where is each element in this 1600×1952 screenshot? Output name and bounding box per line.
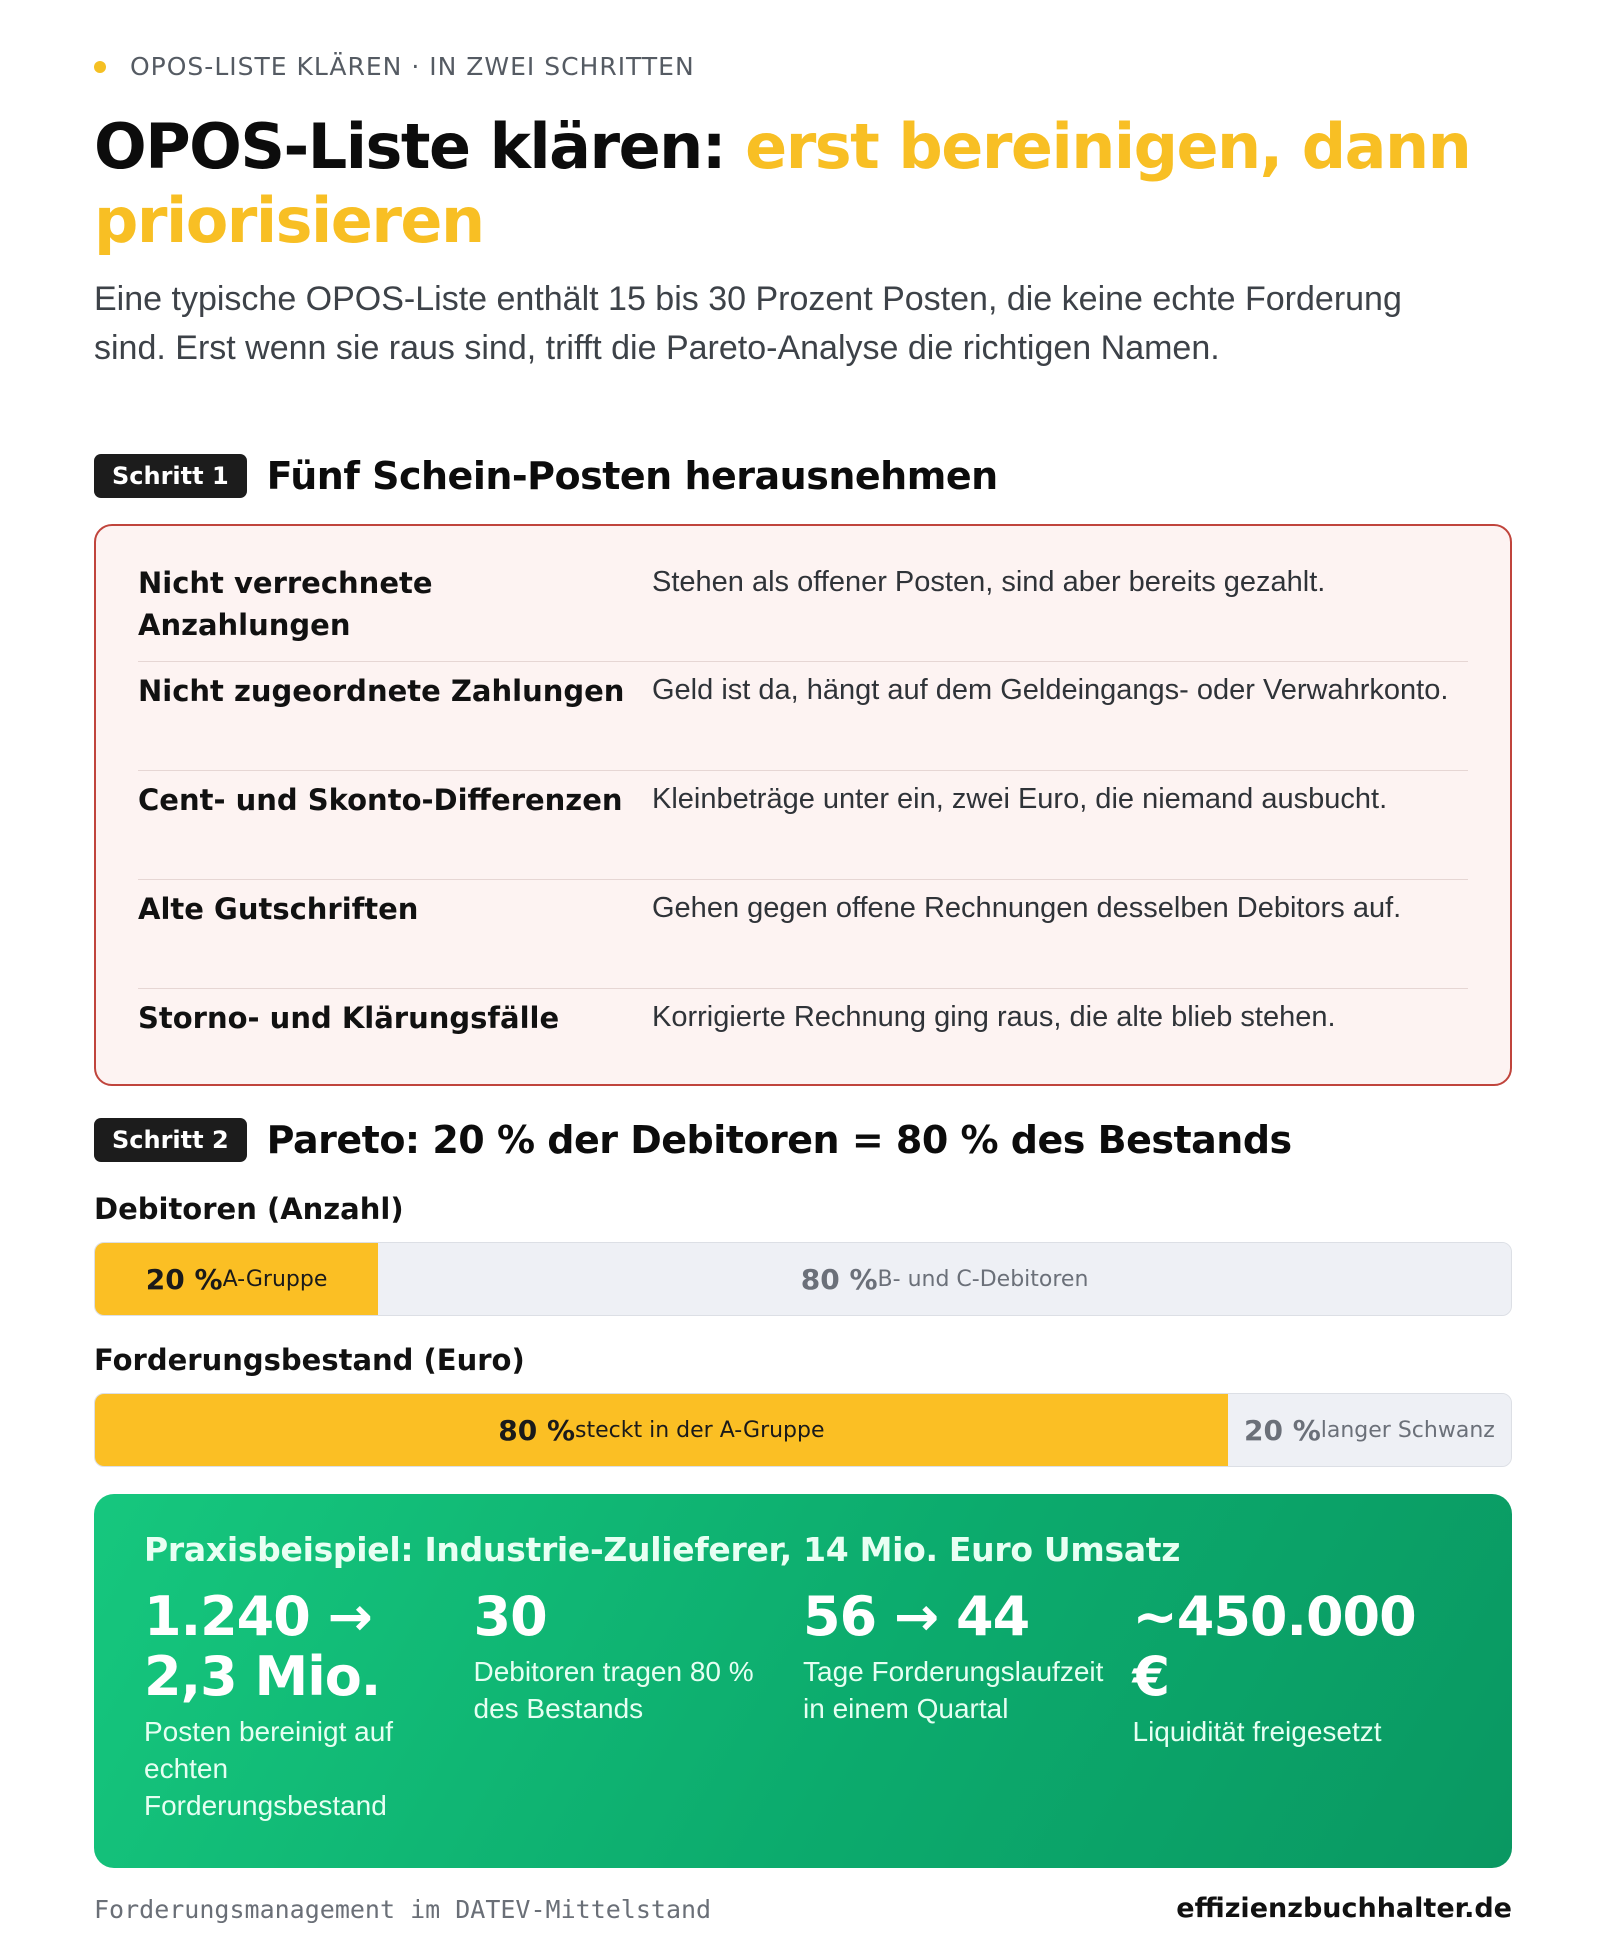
- list-item-desc: Korrigierte Rechnung ging raus, die alte blieb stehen.: [652, 1001, 1336, 1033]
- debitoren-bar: [94, 1242, 1512, 1316]
- segment-label: A-Gruppe: [222, 1266, 328, 1292]
- list-item-term: Alte Gutschriften: [138, 892, 419, 926]
- footer-tagline: Forderungsmanagement im DATEV-Mittelstand: [94, 1895, 712, 1924]
- stat-value: ~450.000 €: [1132, 1585, 1416, 1708]
- list-item-desc: Gehen gegen offene Rechnungen desselben Debitors auf.: [652, 892, 1402, 924]
- intro-text: Eine typische OPOS-Liste enthält 15 bis 30 Prozent Posten, die keine echte Forderung sind. Erst wenn sie raus sind, trifft die Pareto-Analyse die richtigen Namen.: [94, 280, 1402, 367]
- stat-value: 30: [473, 1585, 547, 1648]
- list-item: [138, 771, 1468, 880]
- bestand-bar-label: Forderungsbestand (Euro): [94, 1343, 525, 1377]
- segment-label: steckt in der A-Gruppe: [575, 1417, 825, 1443]
- segment-percent: 20 %: [1243, 1413, 1321, 1447]
- step2-badge: Schritt 2: [94, 1118, 247, 1162]
- example-stats: [144, 1587, 1462, 1824]
- list-item-term: Nicht zugeordnete Zahlungen: [138, 674, 625, 708]
- stat-item: [144, 1587, 474, 1824]
- stat-item: [803, 1587, 1133, 1824]
- list-item-desc: Kleinbeträge unter ein, zwei Euro, die niemand ausbucht.: [652, 783, 1388, 815]
- step1-title: Fünf Schein-Posten herausnehmen: [266, 454, 998, 498]
- eyebrow-text: OPOS-LISTE KLÄREN · IN ZWEI SCHRITTEN: [130, 52, 695, 81]
- page-title-accent: erst bereinigen, dann priorisieren: [94, 110, 1471, 257]
- page-title-main: OPOS-Liste klären:: [94, 110, 746, 183]
- debitoren-bc-segment: [378, 1243, 1511, 1315]
- scheinposten-list: [94, 524, 1512, 1086]
- bestand-tail-segment: [1228, 1394, 1511, 1466]
- list-item-desc: Stehen als offener Posten, sind aber bereits gezahlt.: [652, 566, 1326, 598]
- stat-item: [1133, 1587, 1463, 1824]
- stat-caption: Liquidität freigesetzt: [1132, 1716, 1382, 1747]
- stat-caption: Tage Forderungslaufzeit in einem Quartal: [803, 1656, 1104, 1724]
- segment-percent: 80 %: [800, 1262, 878, 1296]
- list-item: [138, 662, 1468, 771]
- list-item: [138, 880, 1468, 989]
- list-item: [138, 989, 1468, 1069]
- step2-title: Pareto: 20 % der Debitoren = 80 % des Bestands: [266, 1118, 1292, 1162]
- segment-label: B- und C-Debitoren: [877, 1266, 1089, 1292]
- example-title: Praxisbeispiel: Industrie-Zulieferer, 14 Mio. Euro Umsatz: [144, 1530, 1181, 1569]
- list-item-term: Nicht verrechnete Anzahlungen: [138, 566, 433, 642]
- list-item: [138, 554, 1468, 662]
- list-item-desc: Geld ist da, hängt auf dem Geldeingangs- oder Verwahrkonto.: [652, 674, 1449, 706]
- bestand-a-segment: [95, 1394, 1228, 1466]
- stat-caption: Debitoren tragen 80 % des Bestands: [473, 1656, 754, 1724]
- list-item-term: Cent- und Skonto-Differenzen: [138, 783, 623, 817]
- segment-percent: 20 %: [145, 1262, 223, 1296]
- stat-item: [474, 1587, 804, 1824]
- stat-value: 1.240 → 2,3 Mio.: [144, 1585, 381, 1708]
- bullet-dot-icon: [94, 61, 106, 73]
- list-item-term: Storno- und Klärungsfälle: [138, 1001, 560, 1035]
- page-title: [94, 110, 1474, 258]
- stat-value: 56 → 44: [803, 1585, 1030, 1648]
- step1-header: [94, 454, 998, 498]
- segment-percent: 80 %: [498, 1413, 576, 1447]
- debitoren-bar-label: Debitoren (Anzahl): [94, 1192, 404, 1226]
- footer-site-link[interactable]: effizienzbuchhalter.de: [1176, 1893, 1512, 1924]
- bestand-bar: [94, 1393, 1512, 1467]
- step2-header: [94, 1118, 1292, 1162]
- step1-badge: Schritt 1: [94, 454, 247, 498]
- segment-label: langer Schwanz: [1320, 1417, 1495, 1443]
- stat-caption: Posten bereinigt auf echten Forderungsbestand: [144, 1716, 394, 1821]
- debitoren-a-segment: [95, 1243, 378, 1315]
- example-card: [94, 1494, 1512, 1868]
- eyebrow: [94, 52, 695, 81]
